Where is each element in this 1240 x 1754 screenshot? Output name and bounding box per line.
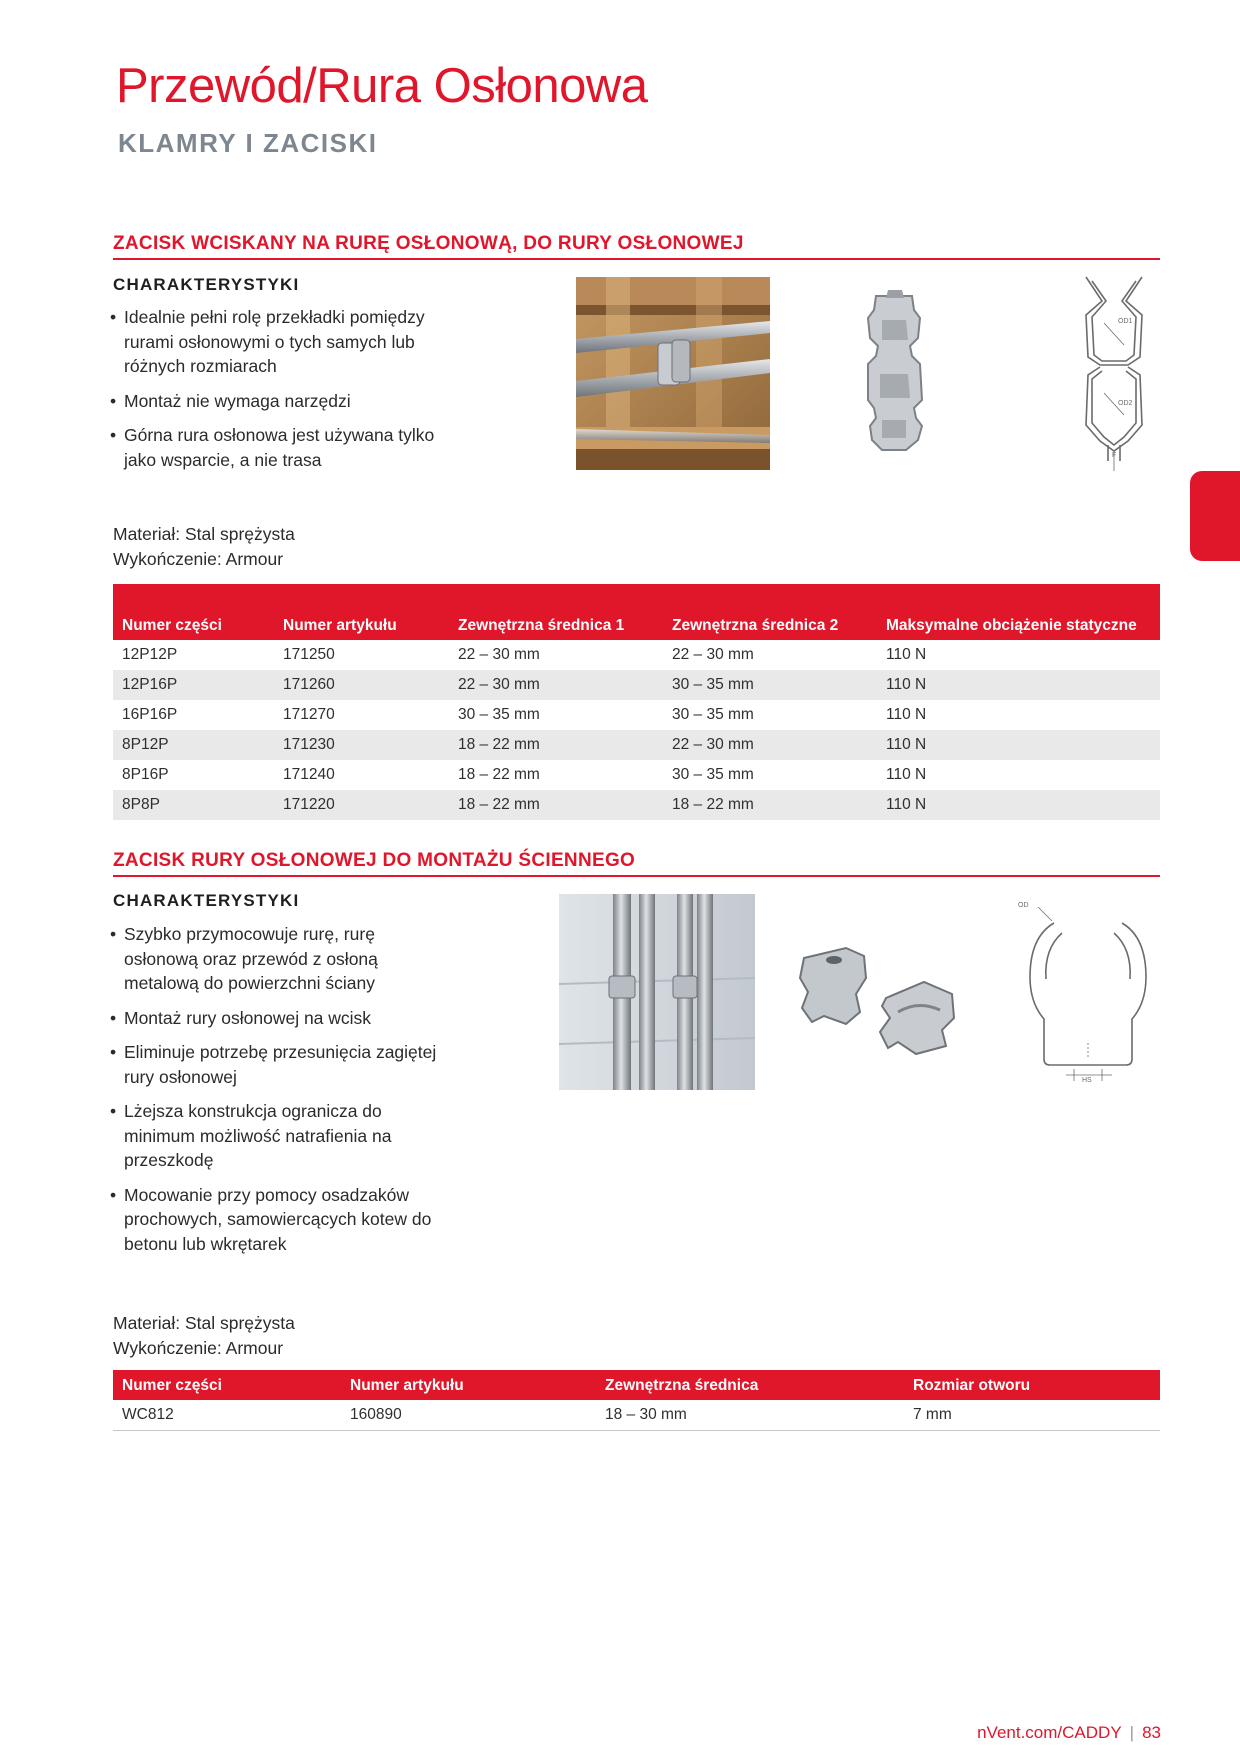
section1-title: ZACISK WCISKANY NA RURĘ OSŁONOWĄ, DO RURY OSŁONOWEJ	[113, 233, 744, 254]
section1-characteristics-heading: CHARAKTERYSTYKI	[113, 275, 300, 294]
table-row	[113, 730, 1160, 760]
col-header-article-number: Numer artykułu	[274, 584, 449, 640]
col-header-outer-diameter-2: Zewnętrzna średnica 2	[663, 584, 877, 640]
section-tab-marker	[1190, 471, 1240, 561]
cell-outer-diameter: 18 – 30 mm	[596, 1400, 904, 1431]
cell-max-load: 110 N	[877, 670, 1160, 700]
cell-part-number: 8P12P	[113, 730, 274, 760]
cell-part-number: WC812	[113, 1400, 341, 1431]
cell-outer-diameter-1: 18 – 22 mm	[458, 766, 540, 783]
page-title: Przewód/Rura Osłonowa	[116, 59, 648, 113]
col-header-article-number: Numer artykułu	[341, 1370, 596, 1400]
cell-outer-diameter-2: 18 – 22 mm	[663, 790, 877, 820]
section2-rule	[113, 875, 1160, 877]
cell-article-number: 171250	[283, 646, 335, 663]
f-label: F	[1112, 452, 1117, 459]
cell-article-number: 171230	[274, 730, 449, 760]
page-number: 83	[1142, 1723, 1161, 1742]
col-header-part-number: Numer części	[113, 584, 274, 640]
table-row	[113, 760, 1160, 790]
wall-conduit-photo	[559, 894, 755, 1090]
cell-outer-diameter-1: 30 – 35 mm	[458, 706, 540, 723]
cell-part-number: 12P16P	[113, 670, 274, 700]
cell-article-number: 160890	[341, 1400, 596, 1431]
od1-label: OD1	[1118, 318, 1133, 325]
feature-item: • Eliminuje potrzebę przesunięcia zagiętej rury osłonowej	[110, 1040, 440, 1089]
section2-characteristics-heading: CHARAKTERYSTYKI	[113, 891, 300, 910]
col-header-max-static-load: Maksymalne obciążenie statyczne	[877, 584, 1160, 640]
cell-outer-diameter-1: 18 – 22 mm	[449, 730, 663, 760]
footer-website-link[interactable]: nVent.com/CADDY	[977, 1723, 1122, 1742]
section2-finish: Wykończenie: Armour	[113, 1338, 284, 1358]
table-row	[113, 670, 1160, 700]
feature-item: • Montaż nie wymaga narzędzi	[110, 389, 440, 414]
col-header-part-number: Numer części	[113, 1370, 341, 1400]
section1-finish: Wykończenie: Armour	[113, 549, 284, 569]
feature-item: • Lżejsza konstrukcja ogranicza do minimum możliwość natrafienia na przeszkodę	[110, 1099, 440, 1173]
feature-item: • Idealnie pełni rolę przekładki pomiędzy rurami osłonowymi o tych samych lub różnych rozmiarach	[110, 305, 440, 379]
page-subtitle: KLAMRY I ZACISKI	[118, 128, 378, 158]
feature-item: • Górna rura osłonowa jest używana tylko jako wsparcie, a nie trasa	[110, 423, 440, 472]
page-footer	[977, 1723, 1161, 1743]
wall-clip-dimension-diagram	[1014, 893, 1164, 1089]
feature-item: • Szybko przymocowuje rurę, rurę osłonową oraz przewód z osłoną metalową do powierzchni ściany	[110, 922, 440, 996]
wall-clip-product-photo	[794, 938, 970, 1056]
feature-item: • Mocowanie przy pomocy osadzaków prochowych, samowiercących kotew do betonu lub wkrętarek	[110, 1183, 440, 1257]
conduit-installation-photo	[576, 277, 770, 470]
cell-outer-diameter-1: 22 – 30 mm	[449, 670, 663, 700]
cell-max-load: 110 N	[877, 730, 1160, 760]
cell-article-number: 171270	[283, 706, 335, 723]
cell-outer-diameter-2: 22 – 30 mm	[663, 730, 877, 760]
table-row	[113, 790, 1160, 820]
table-header-row	[113, 584, 1160, 640]
col-header-hole-size: Rozmiar otworu	[904, 1370, 1160, 1400]
spacer-clip-dimension-diagram	[1078, 275, 1150, 471]
feature-item: • Montaż rury osłonowej na wcisk	[110, 1006, 440, 1031]
cell-article-number: 171260	[274, 670, 449, 700]
cell-outer-diameter-2: 30 – 35 mm	[663, 670, 877, 700]
cell-part-number: 8P8P	[113, 790, 274, 820]
table-row	[113, 700, 1160, 730]
cell-article-number: 171220	[274, 790, 449, 820]
section2-material: Materiał: Stal sprężysta	[113, 1313, 295, 1333]
section2-feature-list	[110, 922, 440, 1266]
cell-outer-diameter-1: 22 – 30 mm	[458, 646, 540, 663]
section2-spec-table	[113, 1370, 1160, 1431]
col-header-outer-diameter-1: Zewnętrzna średnica 1	[449, 584, 663, 640]
table-header-row	[113, 1370, 1160, 1400]
section1-rule	[113, 258, 1160, 260]
cell-outer-diameter-2: 22 – 30 mm	[672, 646, 754, 663]
cell-hole-size: 7 mm	[904, 1400, 1160, 1431]
od-label: OD	[1018, 902, 1029, 909]
section2-title: ZACISK RURY OSŁONOWEJ DO MONTAŻU ŚCIENNEGO	[113, 850, 636, 871]
cell-outer-diameter-2: 30 – 35 mm	[672, 706, 754, 723]
table-row	[113, 640, 1160, 670]
cell-outer-diameter-1: 18 – 22 mm	[449, 790, 663, 820]
cell-part-number: 16P16P	[122, 706, 178, 723]
section1-spec-table	[113, 584, 1160, 820]
section1-material: Materiał: Stal sprężysta	[113, 524, 295, 544]
cell-part-number: 12P12P	[122, 646, 178, 663]
cell-outer-diameter-2: 30 – 35 mm	[672, 766, 754, 783]
cell-part-number: 8P16P	[122, 766, 169, 783]
hs-label: HS	[1082, 1077, 1092, 1084]
footer-separator: |	[1129, 1723, 1135, 1742]
cell-article-number: 171240	[283, 766, 335, 783]
table-row	[113, 1400, 1160, 1431]
cell-max-load: 110 N	[886, 766, 927, 783]
col-header-outer-diameter: Zewnętrzna średnica	[596, 1370, 904, 1400]
cell-max-load: 110 N	[877, 790, 1160, 820]
cell-max-load: 110 N	[886, 646, 927, 663]
spacer-clip-product-photo	[862, 290, 930, 454]
od2-label: OD2	[1118, 400, 1133, 407]
section1-feature-list	[110, 305, 440, 482]
cell-max-load: 110 N	[886, 706, 927, 723]
